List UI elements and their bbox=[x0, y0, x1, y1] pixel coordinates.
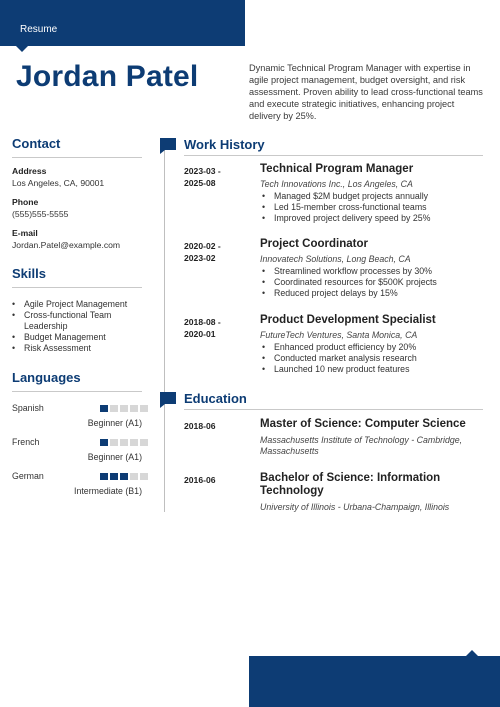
contact-details bbox=[12, 166, 142, 250]
job-dates: 2018-08 - 2020-01 bbox=[184, 317, 221, 339]
proficiency-segment bbox=[130, 473, 138, 480]
job-title: Product Development Specialist bbox=[260, 314, 436, 326]
job-dates: 2023-03 - 2025-08 bbox=[184, 166, 221, 188]
address-value: Los Angeles, CA, 90001 bbox=[12, 178, 105, 188]
education-year: 2016-06 bbox=[184, 475, 216, 485]
education-year: 2018-06 bbox=[184, 421, 216, 431]
contact-heading: Contact bbox=[12, 136, 61, 151]
skill-item: • Agile Project Management bbox=[12, 299, 142, 310]
job-company: FutureTech Ventures, Santa Monica, CA bbox=[260, 330, 418, 340]
proficiency-bar bbox=[100, 473, 148, 480]
section-divider bbox=[12, 391, 142, 392]
work-history-marker bbox=[160, 138, 176, 150]
job-bullet: • Launched 10 new product features bbox=[260, 364, 484, 375]
proficiency-bar bbox=[100, 405, 148, 412]
proficiency-segment bbox=[120, 439, 128, 446]
section-divider bbox=[12, 287, 142, 288]
banner-notch bbox=[16, 46, 28, 52]
job-title: Technical Program Manager bbox=[260, 163, 414, 175]
education-degree: Bachelor of Science: Information Technology bbox=[260, 472, 441, 497]
address-label: Address bbox=[12, 166, 47, 176]
job-bullets bbox=[260, 342, 484, 375]
job-title: Project Coordinator bbox=[260, 238, 368, 250]
proficiency-segment bbox=[110, 439, 118, 446]
job-company: Innovatech Solutions, Long Beach, CA bbox=[260, 254, 411, 264]
language-level: Intermediate (B1) bbox=[74, 486, 142, 496]
proficiency-segment bbox=[100, 473, 108, 480]
work-history-heading: Work History bbox=[184, 137, 265, 152]
proficiency-segment bbox=[120, 473, 128, 480]
job-bullet: • Streamlined workflow processes by 30% bbox=[260, 266, 484, 277]
language-row bbox=[12, 403, 142, 437]
top-banner bbox=[0, 0, 245, 46]
education-heading: Education bbox=[184, 391, 247, 406]
section-divider bbox=[12, 157, 142, 158]
left-column bbox=[12, 136, 142, 505]
section-divider bbox=[184, 155, 483, 156]
language-level: Beginner (A1) bbox=[87, 452, 142, 462]
phone-label: Phone bbox=[12, 197, 39, 207]
proficiency-segment bbox=[100, 405, 108, 412]
proficiency-segment bbox=[130, 439, 138, 446]
skill-item: • Risk Assessment bbox=[12, 343, 142, 354]
timeline-line bbox=[164, 142, 165, 512]
proficiency-segment bbox=[140, 439, 148, 446]
job-bullet: • Enhanced product efficiency by 20% bbox=[260, 342, 484, 353]
professional-summary: Dynamic Technical Program Manager with expertise in agile project management, budget oversight, and risk assessment. Proven ability to lead cross-functional teams and execute strategic initiatives, enhancing project delivery by 25%. bbox=[249, 63, 483, 121]
job-bullet: • Managed $2M budget projects annually bbox=[260, 191, 484, 202]
language-name: German bbox=[12, 471, 44, 481]
candidate-name: Jordan Patel bbox=[16, 60, 199, 93]
job-bullets bbox=[260, 191, 484, 224]
language-row bbox=[12, 437, 142, 471]
section-divider bbox=[184, 409, 483, 410]
languages-heading: Languages bbox=[12, 370, 81, 385]
language-name: French bbox=[12, 437, 40, 447]
proficiency-segment bbox=[140, 405, 148, 412]
skills-list bbox=[12, 299, 142, 354]
job-bullet: • Led 15-member cross-functional teams bbox=[260, 202, 484, 213]
job-dates: 2020-02 - 2023-02 bbox=[184, 241, 221, 263]
education-school: University of Illinois - Urbana-Champaign, Illinois bbox=[260, 502, 450, 512]
proficiency-segment bbox=[110, 405, 118, 412]
job-bullet: • Improved project delivery speed by 25% bbox=[260, 213, 484, 224]
education-school: Massachusetts Institute of Technology - Cambridge, Massachusetts bbox=[260, 435, 463, 456]
education-marker bbox=[160, 392, 176, 404]
language-name: Spanish bbox=[12, 403, 44, 413]
proficiency-segment bbox=[130, 405, 138, 412]
education-degree: Master of Science: Computer Science bbox=[260, 418, 466, 430]
job-bullet: • Reduced project delays by 15% bbox=[260, 288, 484, 299]
phone-value: (555)555-5555 bbox=[12, 209, 69, 219]
language-level: Beginner (A1) bbox=[87, 418, 142, 428]
skill-item: • Budget Management bbox=[12, 332, 142, 343]
proficiency-bar bbox=[100, 439, 148, 446]
email-value: Jordan.Patel@example.com bbox=[12, 240, 121, 250]
proficiency-segment bbox=[120, 405, 128, 412]
job-company: Tech Innovations Inc., Los Angeles, CA bbox=[260, 179, 413, 189]
job-bullet: • Coordinated resources for $500K projects bbox=[260, 277, 484, 288]
languages-list bbox=[12, 403, 142, 505]
job-bullets bbox=[260, 266, 484, 299]
footer-banner bbox=[249, 656, 500, 707]
skill-item: • Cross-functional Team Leadership bbox=[12, 310, 142, 332]
email-label: E-mail bbox=[12, 228, 38, 238]
proficiency-segment bbox=[140, 473, 148, 480]
language-row bbox=[12, 471, 142, 505]
proficiency-segment bbox=[110, 473, 118, 480]
job-bullet: • Conducted market analysis research bbox=[260, 353, 484, 364]
proficiency-segment bbox=[100, 439, 108, 446]
skills-heading: Skills bbox=[12, 266, 46, 281]
resume-label: Resume bbox=[20, 24, 58, 35]
